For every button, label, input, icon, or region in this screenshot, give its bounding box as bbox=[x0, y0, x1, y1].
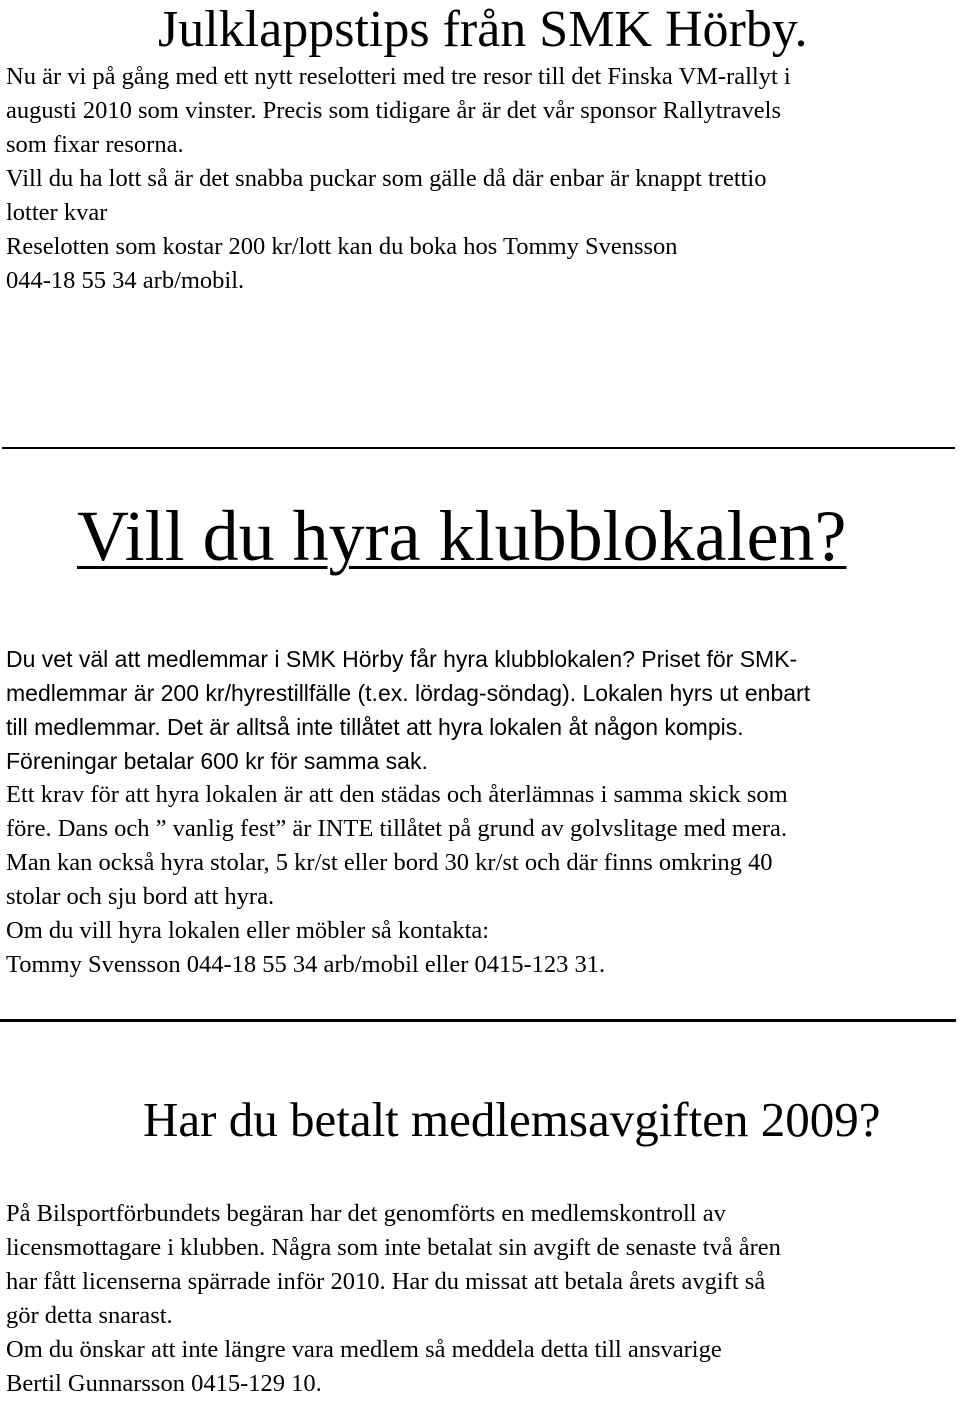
section1-line: Vill du ha lott så är det snabba puckar som gälle då där enbar är knappt trettio bbox=[6, 165, 767, 192]
section1-line: augusti 2010 som vinster. Precis som tidigare år är det vår sponsor Rallytravels bbox=[6, 97, 782, 124]
section1-line: 044-18 55 34 arb/mobil. bbox=[6, 267, 245, 294]
section3-line: På Bilsportförbundets begäran har det genomförts en medlemskontroll av bbox=[6, 1200, 726, 1227]
section1-line: lotter kvar bbox=[6, 199, 108, 226]
section2-body bbox=[6, 642, 956, 982]
section2-line: Man kan också hyra stolar, 5 kr/st eller bord 30 kr/st och där finns omkring 40 bbox=[6, 849, 773, 876]
section2-line: före. Dans och ” vanlig fest” är INTE tillåtet på grund av golvslitage med mera. bbox=[6, 815, 787, 842]
section1-heading: Julklappstips från SMK Hörby. bbox=[158, 1, 808, 58]
section2-line: stolar och sju bord att hyra. bbox=[6, 883, 275, 910]
section2-line: medlemmar är 200 kr/hyrestillfälle (t.ex. lördag-söndag). Lokalen hyrs ut enbart bbox=[6, 680, 811, 706]
section1-line: Reselotten som kostar 200 kr/lott kan du boka hos Tommy Svensson bbox=[6, 233, 678, 260]
section2-line: Föreningar betalar 600 kr för samma sak. bbox=[6, 748, 428, 774]
divider-line bbox=[2, 447, 955, 449]
divider-line bbox=[0, 1019, 956, 1022]
section3-line: Bertil Gunnarsson 0415-129 10. bbox=[6, 1370, 322, 1397]
section1-line: som fixar resorna. bbox=[6, 131, 184, 158]
section2-line: Du vet väl att medlemmar i SMK Hörby får hyra klubblokalen? Priset för SMK- bbox=[6, 646, 798, 672]
section3-line: Om du önskar att inte längre vara medlem så meddela detta till ansvarige bbox=[6, 1336, 722, 1363]
section2-line: Tommy Svensson 044-18 55 34 arb/mobil eller 0415-123 31. bbox=[6, 951, 606, 978]
section3-line: har fått licenserna spärrade inför 2010. Har du missat att betala årets avgift så bbox=[6, 1268, 766, 1295]
section3-line: licensmottagare i klubben. Några som inte betalat sin avgift de senaste två åren bbox=[6, 1234, 781, 1261]
section1-line: Nu är vi på gång med ett nytt reselotteri med tre resor till det Finska VM-rallyt i bbox=[6, 63, 791, 90]
section2-heading: Vill du hyra klubblokalen? bbox=[77, 496, 847, 576]
section3-line: gör detta snarast. bbox=[6, 1302, 173, 1329]
section2-line: till medlemmar. Det är alltså inte tillåtet att hyra lokalen åt någon kompis. bbox=[6, 714, 744, 740]
section2-line: Om du vill hyra lokalen eller möbler så kontakta: bbox=[6, 917, 490, 944]
section3-body bbox=[6, 1197, 956, 1401]
section1-body bbox=[6, 60, 956, 298]
section2-line: Ett krav för att hyra lokalen är att den städas och återlämnas i samma skick som bbox=[6, 781, 788, 808]
section3-heading: Har du betalt medlemsavgiften 2009? bbox=[143, 1092, 881, 1147]
